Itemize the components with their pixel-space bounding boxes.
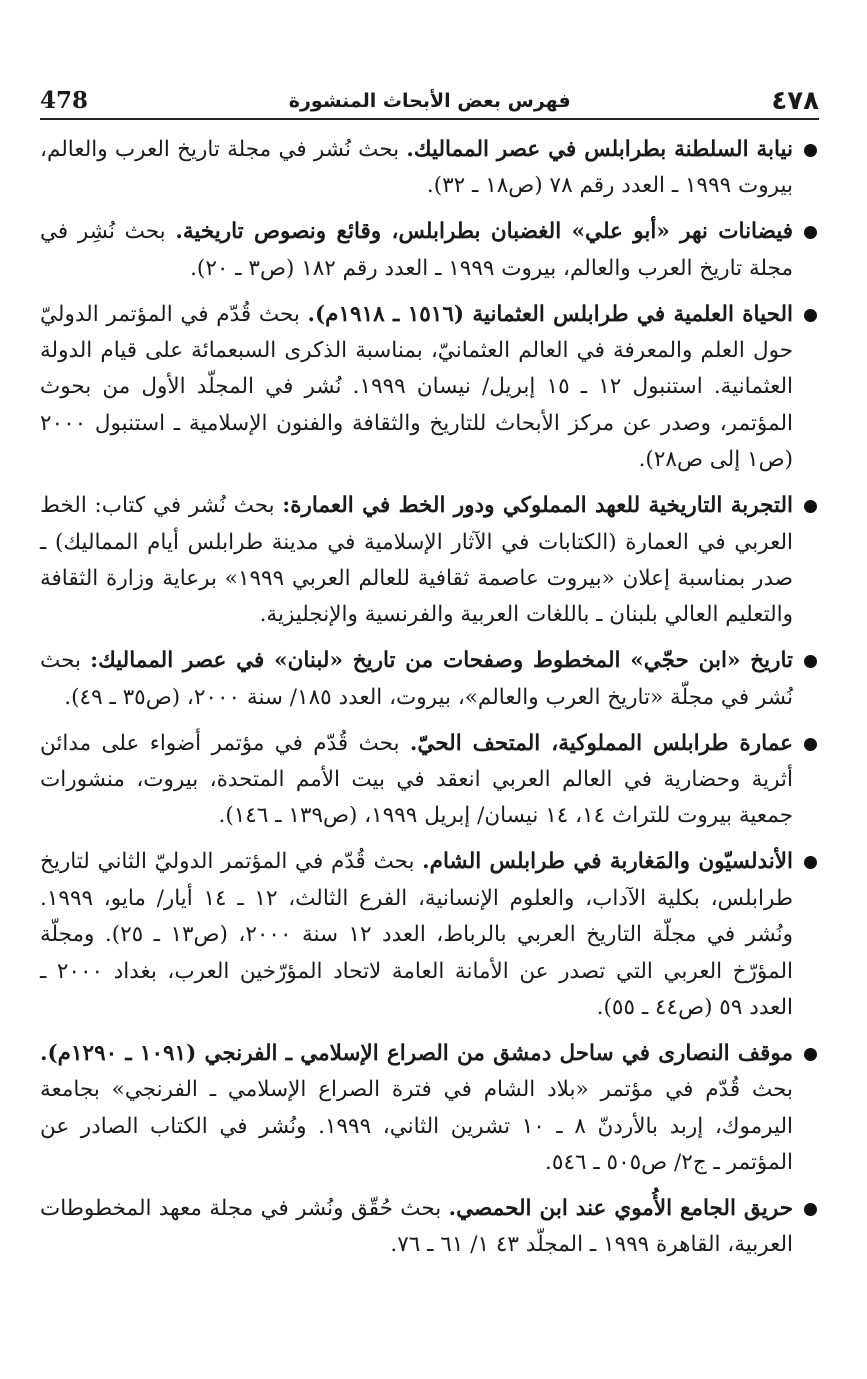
- entry-body: بحث قُدّم في المؤتمر الدوليّ الثاني لتاريخ طرابلس، بكلية الآداب، والعلوم الإنسانية، الفرع الثالث، ١٢ ـ ١٤ أيار/ مايو، ١٩٩٩. ونُشر في مجلّة التاريخ العربي بالرباط، العدد ١٢ سنة ٢٠٠٠، (ص١٣ ـ ٢٥). ومجلّة المؤرّخ العربي التي تصدر عن الأمانة العامة لاتحاد المؤرّخين العرب، بغداد ٢٠٠٠ ـ العدد ٥٩ (ص٤٤ ـ ٥٥).: [40, 849, 793, 1020]
- list-item: [40, 844, 819, 1026]
- page-header: [40, 80, 819, 114]
- entries-list: [40, 132, 819, 1273]
- entry-title: الأندلسيّون والمَغاربة في طرابلس الشام.: [422, 849, 794, 875]
- bullet-icon: [804, 856, 817, 869]
- bullet-icon: [804, 144, 817, 157]
- list-item: [40, 1191, 819, 1264]
- entry-title: نيابة السلطنة بطرابلس في عصر المماليك.: [406, 137, 794, 162]
- entry-body: بحث قُدّم في المؤتمر الدوليّ حول العلم والمعرفة في العالم العثمانيّ، بمناسبة الذكرى السبعمائة على قيام الدولة العثمانية. استنبول ١٢ ـ ١٥ إبريل/ نيسان ١٩٩٩. نُشر في المجلّد الأول من بحوث المؤتمر، وصدر عن مركز الأبحاث للتاريخ والثقافة والفنون الإسلامية ـ استنبول ٢٠٠٠ (ص١ إلى ص٢٨).: [40, 301, 794, 473]
- entry-body: بحث نُشِر في مجلة تاريخ العرب والعالم، بيروت ١٩٩٩ ـ العدد رقم ١٨٢ (ص٣ ـ ٢٠).: [40, 219, 793, 281]
- list-item: [40, 214, 819, 287]
- bullet-icon: [804, 1048, 817, 1061]
- entry-body: بحث نُشر في مجلّة «تاريخ العرب والعالم»، بيروت، العدد ١٨٥/ سنة ٢٠٠٠، (ص٣٥ ـ ٤٩).: [40, 648, 793, 710]
- entry-title: الحياة العلمية في طرابلس العثمانية (١٥١٦ ـ ١٩١٨م).: [307, 301, 793, 327]
- page-number-arabic: ٤٧٨: [771, 86, 819, 116]
- list-item: [40, 643, 819, 716]
- bullet-icon: [804, 309, 817, 322]
- list-item: [40, 1036, 819, 1182]
- bullet-icon: [804, 1203, 817, 1216]
- entry-body: بحث قُدّم في مؤتمر «بلاد الشام في فترة الصراع الإسلامي ـ الفرنجي» بجامعة اليرموك، إربد بالأردنّ ٨ ـ ١٠ تشرين الثاني، ١٩٩٩. ونُشر في الكتاب الصادر عن المؤتمر ـ ج٢/ ص٥٠٥ ـ ٥٤٦.: [40, 1077, 793, 1176]
- list-item: [40, 297, 819, 479]
- header-rule: [40, 118, 819, 120]
- running-title: فهرس بعض الأبحاث المنشورة: [288, 90, 571, 112]
- bullet-icon: [804, 226, 817, 239]
- entry-title: موقف النصارى في ساحل دمشق من الصراع الإسلامي ـ الفرنجي (١٠٩١ ـ ١٢٩٠م).: [40, 1040, 793, 1066]
- entry-title: فيضانات نهر «أبو علي» الغضبان بطرابلس، وقائع ونصوص تاريخية.: [175, 219, 794, 245]
- entry-title: التجربة التاريخية للعهد المملوكي ودور الخط في العمارة:: [282, 493, 793, 519]
- bullet-icon: [804, 655, 817, 668]
- entry-title: عمارة طرابلس المملوكية، المتحف الحيّ.: [409, 730, 793, 756]
- list-item: [40, 726, 819, 835]
- bullet-icon: [804, 500, 817, 513]
- list-item: [40, 488, 819, 634]
- entry-body: بحث قُدّم في مؤتمر أضواء على مدائن أثرية وحضارية في العالم العربي انعقد في بيت الأمم المتحدة، بيروت، منشورات جمعية بيروت للتراث ١٤، ١٤ نيسان/ إبريل ١٩٩٩، (ص١٣٩ ـ ١٤٦).: [40, 730, 793, 829]
- bullet-icon: [804, 738, 817, 751]
- entry-body: بحث نُشر في مجلة تاريخ العرب والعالم، بيروت ١٩٩٩ ـ العدد رقم ٧٨ (ص١٨ ـ ٣٢).: [40, 137, 793, 199]
- entry-title: تاريخ «ابن حجّي» المخطوط وصفحات من تاريخ «لبنان» في عصر المماليك:: [90, 648, 793, 674]
- entry-body: بحث نُشر في كتاب: الخط العربي في العمارة (الكتابات في الآثار الإسلامية في مدينة طرابلس أيام المماليك) ـ صدر بمناسبة إعلان «بيروت عاصمة ثقافية للعالم العربي ١٩٩٩» برعاية وزارة الثقافة والتعليم العالي بلبنان ـ باللغات العربية والفرنسية والإنجليزية.: [40, 493, 793, 628]
- entry-body: بحث حُقّق ونُشر في مجلة معهد المخطوطات العربية، القاهرة ١٩٩٩ ـ المجلّد ٤٣ ١/ ٦١ ـ ٧٦.: [40, 1195, 793, 1258]
- entry-title: حريق الجامع الأُموي عند ابن الحمصي.: [448, 1195, 793, 1221]
- list-item: [40, 132, 819, 205]
- page-number-latin: 478: [40, 87, 89, 114]
